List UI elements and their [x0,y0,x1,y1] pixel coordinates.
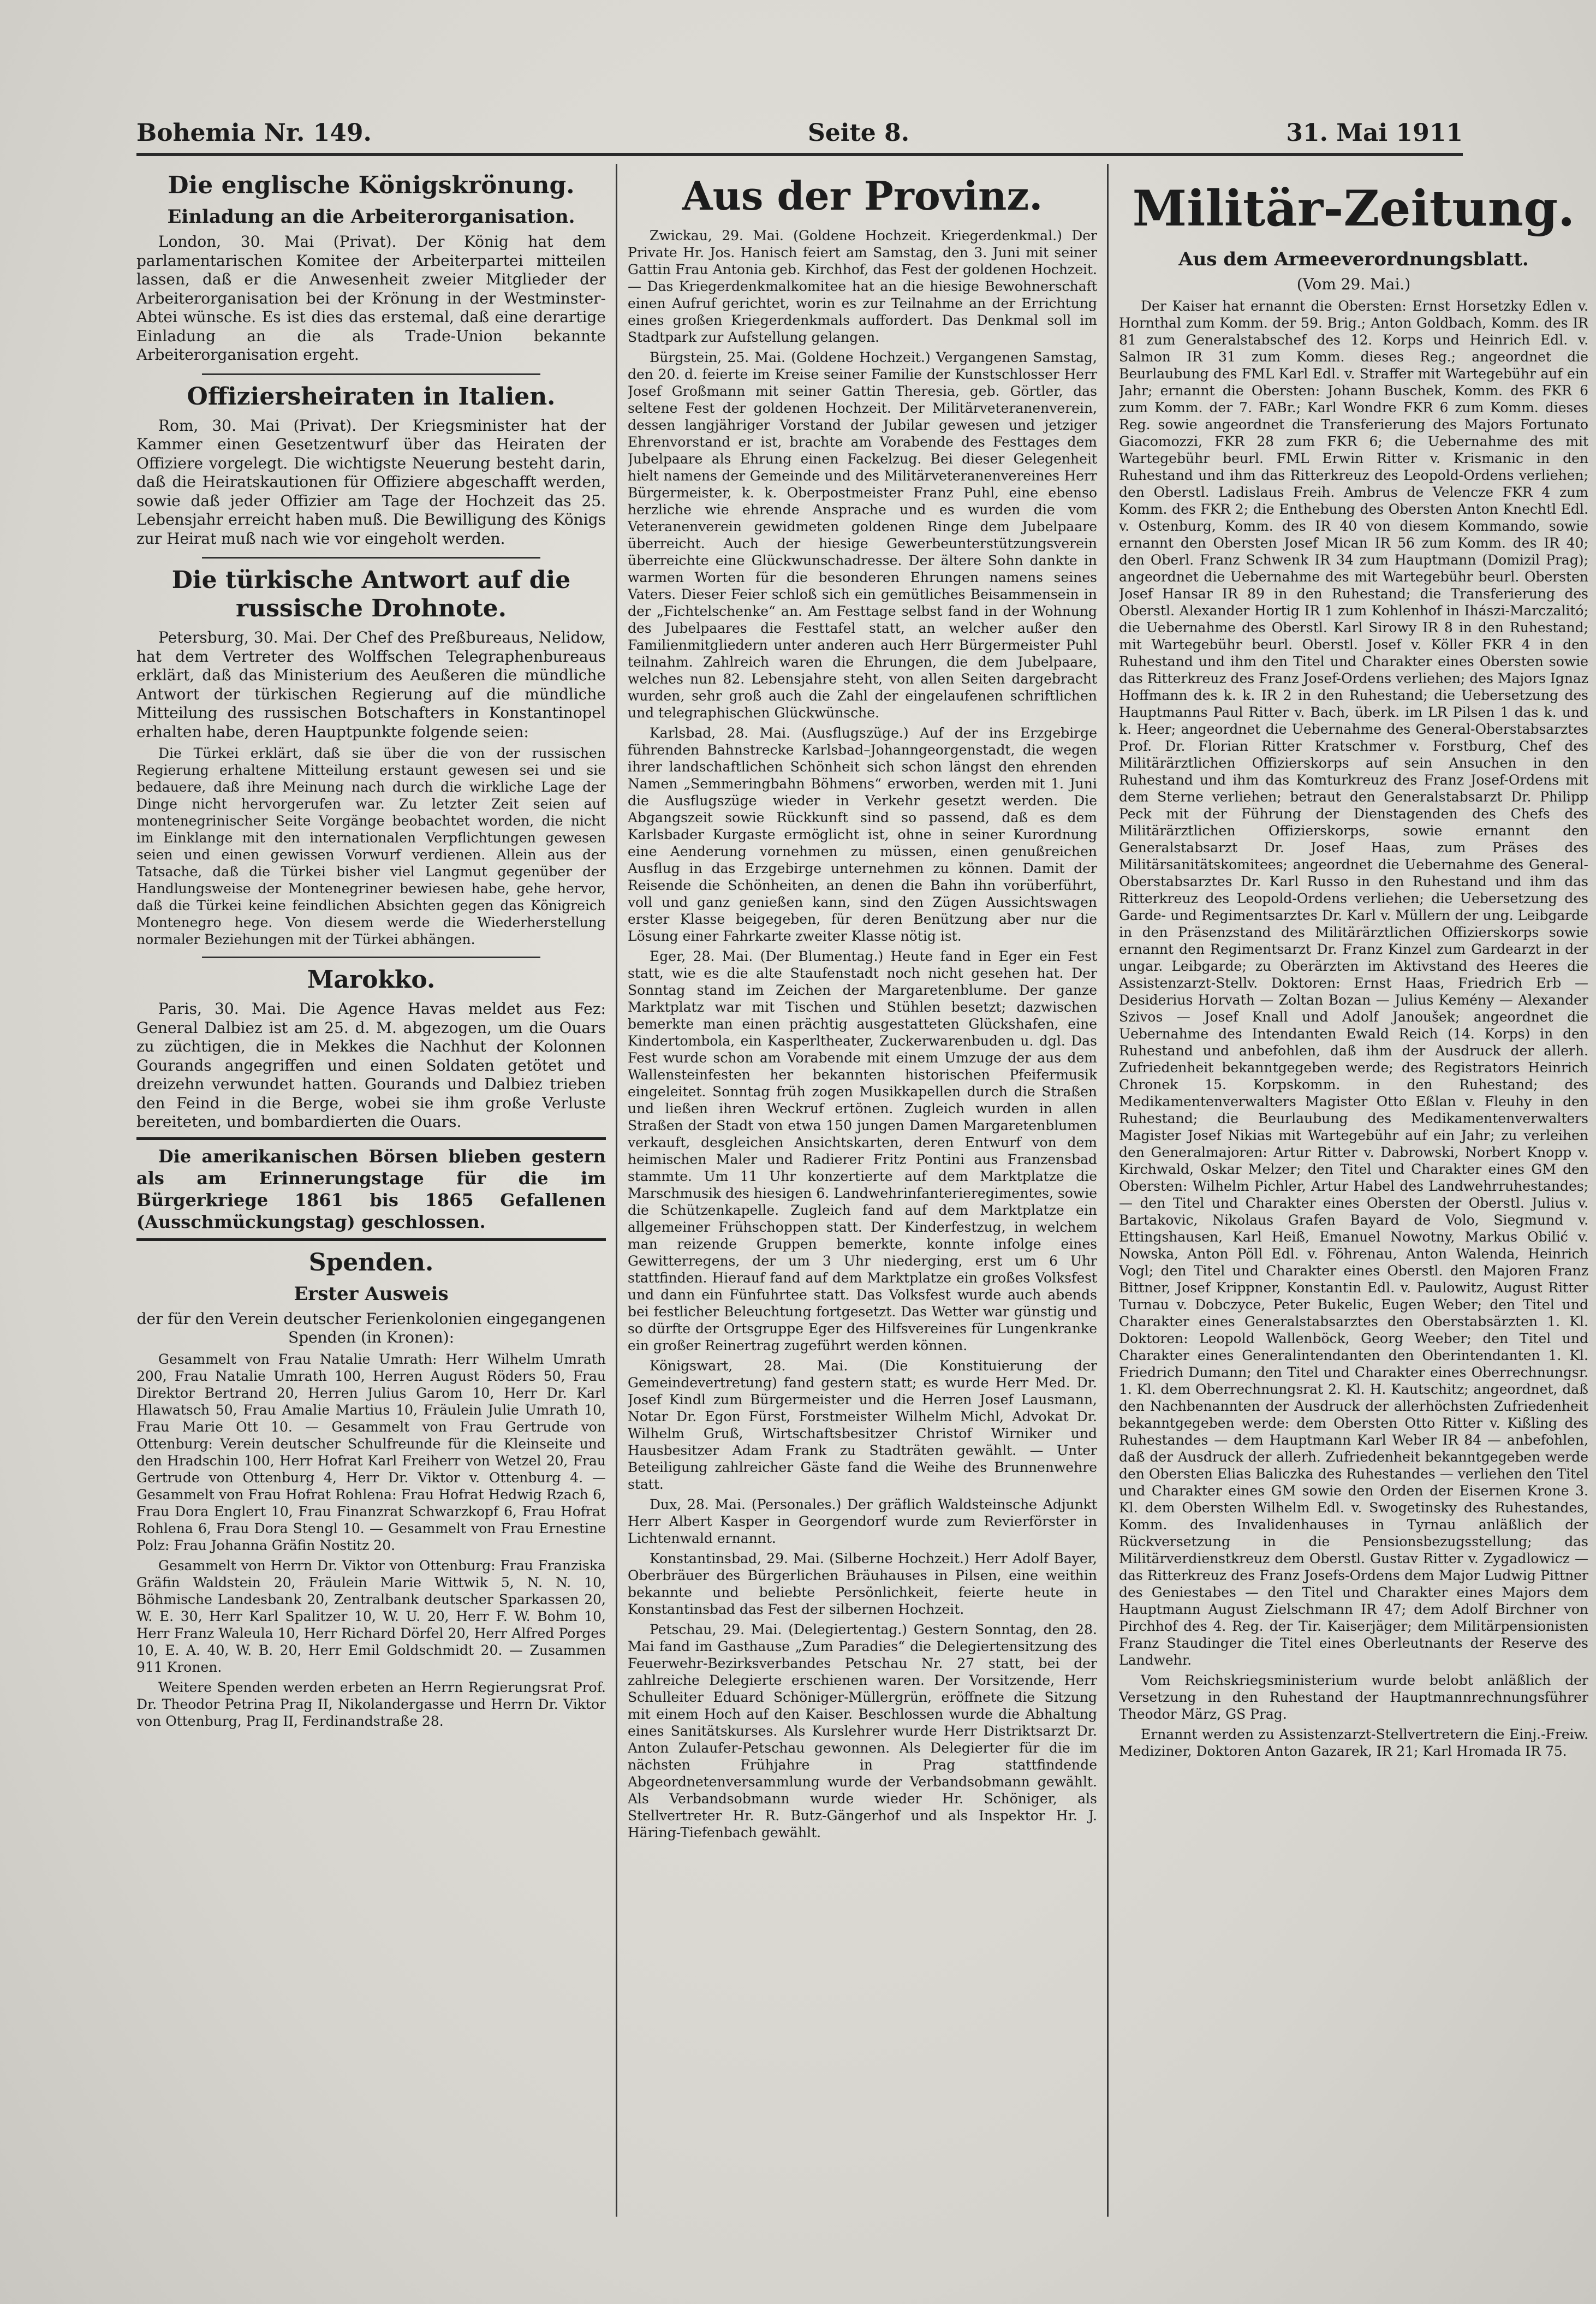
article-body: Petersburg, 30. Mai. Der Chef des Preßbureaus, Nelidow, hat dem Vertreter des Wolffschen Telegraphenbureaus erklärt, daß das Ministerium des Aeußeren die mündliche Antwort der türkischen Regierung auf die mündliche Mitteilung des russischen Botschafters in Konstantinopel erhalten habe, deren Hauptpunkte folgende seien: [136,628,606,741]
article-title: Marokko. [307,966,436,994]
article-body: Zwickau, 29. Mai. (Goldene Hochzeit. Kriegerdenkmal.) Der Private Hr. Jos. Hanisch feiert am Samstag, den 3. Juni mit seiner Gattin Frau Antonia geb. Kirchhof, das Fest der goldenen Hochzeit. — Das Kriegerdenkmalkomitee hat an die hiesige Bewohnerschaft einen Aufruf gerichtet, worin es zur Teilnahme an der Errichtung eines großen Kriegerdenkmals auffordert. Das Denkmal soll im Stadtpark zur Aufstellung gelangen. [628,228,1097,345]
article-body: Vom Reichskriegsministerium wurde belobt anläßlich der Versetzung in den Ruhestand der Hauptmannrechnungsführer Theodor März, GS Prag. [1119,1672,1588,1722]
page-header [136,119,1463,156]
notice-box: Die amerikanischen Börsen blieben gestern als am Erinnerungstage für die im Bürgerkriege 1861 bis 1865 Gefallenen (Ausschmückungstag) geschlossen. [136,1137,606,1241]
column-1 [136,164,606,2260]
article-body: Die Türkei erklärt, daß sie über die von der russischen Regierung erhaltene Mitteilung erstaunt gewesen sei und sie bedauere, daß ihre Meinung nach durch die wirkliche Lage der Dinge nicht hervorgerufen war. Zu letzter Zeit seien auf montenegrinischer Seite Vorgänge beobachtet worden, die nicht im Einklange mit den internationalen Verpflichtungen gewesen seien und einen gewissen Vorwurf verdienen. Allein aus der Tatsache, daß die Türkei bisher viel Langmut gegenüber der Handlungsweise der Montenegriner bewiesen habe, gehe hervor, daß die Türkei keine feindlichen Absichten gegen das Königreich Montenegro hege. Von diesem werde die Wiederherstellung normaler Beziehungen mit der Türkei abhängen. [136,745,606,947]
article-turkey [136,566,606,948]
section-subtitle: Aus dem Armeeverordnungsblatt. [1178,248,1529,270]
article-body: Bürgstein, 25. Mai. (Goldene Hochzeit.) Vergangenen Samstag, den 20. d. feierte im Kreise seiner Familie der Kunstschlosser Herr Josef Großmann mit seiner Gattin Theresia, geb. Görtler, das seltene Fest der goldenen Hochzeit. Der Militärveteranenverein, dessen langjähriger Vorstand der Jubilar gewesen und jetziger Ehrenvorstand er ist, brachte am Vorabende des Festtages dem Jubelpaare als Ehrung einen Fackelzug. Bei dieser Gelegenheit hielt namens der Gemeinde und des Militärveteranenvereines Herr Bürgermeister, k. k. Oberpostmeister Franz Puhl, eine ebenso herzliche wie ehrende Ansprache und es wurden die vom Veteranenverein gewidmeten goldenen Ringe dem Jubelpaare überreicht. Auch der hiesige Gewerbeunterstützungsverein überreichte eine Glückwunschadresse. Der ältere Sohn dankte in warmen Worten für die besonderen Ehrungen namens seines Vaters. Dieser Feier schloß sich ein gemütliches Beisammensein in der „Fichtelschenke“ an. Am Festtage selbst fand in der Wohnung des Jubelpaares die Festtafel statt, an welcher außer den Familienmitgliedern unter anderen auch Herr Bürgermeister Puhl teilnahm. Zahlreich waren die Ehrungen, die dem Jubelpaare, welches nun 82. Lebensjahre steht, von allen Seiten dargebracht wurden, sehr groß auch die Zahl der eingelaufenen schriftlichen und telegraphischen Glückwünsche. [628,349,1097,721]
article-body: Eger, 28. Mai. (Der Blumentag.) Heute fand in Eger ein Fest statt, wie es die alte Staufenstadt noch nicht gesehen hat. Der Sonntag stand im Zeichen der Margaretenblume. Der ganze Marktplatz war mit Tischen und Stühlen besetzt; dazwischen bemerkte man einen prächtig ausgestatteten Glückshafen, eine Kindertombola, ein Kasperltheater, Zuckerwarenbuden u. dgl. Das Fest wurde schon am Vorabende mit einem Umzuge der aus dem Wallensteinfesten her bekannten historischen Pfeifermusik eingeleitet. Sonntag früh zogen Musikkapellen durch die Straßen und ließen ihren Weckruf ertönen. Zugleich wurden in allen Straßen der Stadt von etwa 150 jungen Damen Margaretenblumen verkauft, desgleichen Ansichtskarten, deren Entwurf von dem heimischen Maler und Radierer Fritz Pontini aus Franzensbad stammte. Um 11 Uhr konzertierte auf dem Marktplatze die Marschmusik des hiesigen 6. Landwehrinfanterieregimentes, sowie die Schützenkapelle. Zugleich fand auf dem Marktplatze ein allgemeiner Frühschoppen statt. Der Kinderfestzug, in welchem man reizende Gruppen bemerkte, konnte infolge eines Gewitterregens, der um 3 Uhr niederging, erst um 6 Uhr stattfinden. Hierauf fand auf dem Marktplatze ein großes Volksfest und dann ein Fünfuhrtee statt. Das Volksfest wurde auch abends bei festlicher Beleuchtung fortgesetzt. Das Wetter war günstig und so dürfte der Ortsgruppe Eger des Hilfsvereines für Lungenkranke ein großer Reinertrag zugeführt werden können. [628,948,1097,1353]
divider [202,373,540,375]
column-rule [616,164,617,2217]
article-body: London, 30. Mai (Privat). Der König hat dem parlamentarischen Komitee der Arbeiterpartei mitteilen lassen, daß er die Anwesenheit zweier Mitglieder der Arbeiterorganisation bei der Krönung in der Westminster-Abtei wünsche. Es ist dies das erstemal, daß eine derartige Einladung an die als Trade-Union bekannte Arbeiterorganisation ergeht. [136,233,606,364]
article-title: Die türkische Antwort auf die russische Drohnote. [171,566,571,622]
section-date: (Vom 29. Mai.) [1296,275,1411,293]
article-coronation [136,171,606,365]
article-title: Offiziersheiraten in Italien. [187,382,556,411]
column-3 [1119,164,1588,2260]
divider [202,957,540,958]
column-rule [1107,164,1109,2217]
section-title: Militär-Zeitung. [1132,180,1575,237]
article-morocco [136,966,606,1132]
article-officers [136,383,606,549]
article-body: Gesammelt von Frau Natalie Umrath: Herr Wilhelm Umrath 200, Frau Natalie Umrath 100, Herren August Röders 50, Frau Direktor Bertrand 20, Herren Julius Garom 10, Herr Dr. Karl Hlawatsch 50, Frau Amalie Martius 10, Fräulein Julie Umrath 10, Frau Marie Ott 10. — Gesammelt von Frau Gertrude von Ottenburg: Verein deutscher Schulfreunde für die Kleinseite und den Hradschin 100, Herr Hofrat Karl Freiherr von Wetzel 20, Frau Gertrude von Ottenburg 4, Herr Dr. Viktor v. Ottenburg 4. — Gesammelt von Frau Hofrat Rohlena: Frau Hofrat Hedwig Rzach 6, Frau Dora Englert 10, Frau Finanzrat Schwarzkopf 6, Frau Hofrat Rohlena 6, Frau Dora Stengl 10. — Gesammelt von Frau Ernestine Polz: Frau Johanna Gräfin Nostitz 20. [136,1351,606,1553]
article-body: Karlsbad, 28. Mai. (Ausflugszüge.) Auf der ins Erzgebirge führenden Bahnstrecke Karlsbad–Johanngeorgenstadt, die wegen ihrer landschaftlichen Schönheit sich schon längst den ehrenden Namen „Semmeringbahn Böhmens“ erworben, werden mit 1. Juni die Ausflugszüge wieder in Verkehr gesetzt werden. Die Abgangszeit sowie Rückkunft sind so passend, daß es dem Karlsbader Kurgaste ermöglicht ist, ohne in seiner Kurordnung eine Aenderung vornehmen zu müssen, einen genußreichen Ausflug in das Erzgebirge unternehmen zu können. Damit der Reisende die Schönheiten, an denen die Bahn ihn vorüberführt, voll und ganz genießen kann, sind den Zügen Aussichtswagen erster Klasse beigegeben, für deren Benützung aber nur die Lösung einer Fahrkarte zweiter Klasse nötig ist. [628,725,1097,944]
article-subtitle: Erster Ausweis [294,1282,449,1305]
article-body: Dux, 28. Mai. (Personales.) Der gräflich Waldsteinsche Adjunkt Herr Albert Kasper in Georgendorf wurde zum Revierförster in Lichtenwald ernannt. [628,1497,1097,1546]
article-body: Rom, 30. Mai (Privat). Der Kriegsminister hat der Kammer einen Gesetzentwurf über das Heiraten der Offiziere vorgelegt. Die wichtigste Neuerung besteht darin, daß die Heiratskautionen für Offiziere abgeschafft werden, sowie daß jeder Offizier am Tage der Hochzeit das 25. Lebensjahr erreicht haben muß. Die Bewilligung des Königs zur Heirat muß nach wie vor eingeholt werden. [136,416,606,548]
article-body: Der Kaiser hat ernannt die Obersten: Ernst Horsetzky Edlen v. Hornthal zum Komm. der 59. Brig.; Anton Goldbach, Komm. des IR 81 zum Generalstabschef des 12. Korps und Heinrich Edl. v. Salmon IR 31 zum Komm. dieses Reg.; angeordnet die Beurlaubung des FML Karl Edl. v. Straffer mit Wartegebühr auf ein Jahr; ernannt die Obersten: Johann Buschek, Komm. des FKR 6 zum Komm. der 7. FABr.; Karl Wondre FKR 6 zum Komm. dieses Reg. sowie angeordnet die Transferierung des Majors Fortunato Giacomozzi, FKR 28 zum FKR 6; die Uebernahme des mit Wartegebühr beurl. FML Erwin Ritter v. Krismanic in den Ruhestand und ihm das Ritterkreuz des Leopold-Ordens verliehen; den Oberstl. Ladislaus Freih. Ambrus de Velencze FKR 4 zum Komm. des FKR 2; die Enthebung des Obersten Anton Knechtl Edl. v. Ostenburg, Komm. des IR 40 von diesem Kommando, sowie ernannt den Obersten Josef Mican IR 56 zum Komm. des IR 40; den Oberl. Franz Schwenk IR 34 zum Hauptmann (Domizil Prag); angeordnet die Uebernahme des mit Wartegebühr beurl. Obersten Josef Hansar IR 89 in den Ruhestand; die Transferierung des Oberstl. Alexander Hortig IR 1 zum Kohlenhof in Ihászi-Marczalitó; die Uebernahme des Oberstl. Karl Sirowy IR 8 in den Ruhestand; mit Wartegebühr beurl. Oberstl. Josef v. Köller FKR 4 in den Ruhestand und ihm den Titel und Charakter eines Obersten sowie das Ritterkreuz des Franz Josef-Ordens verliehen; des Majors Ignaz Hoffmann des k. k. IR 2 in den Ruhestand; die Uebersetzung des Hauptmanns Paul Ritter v. Bach, überk. im LR Pilsen 1 das k. und k. Heer; angeordnet die Uebernahme des General-Oberstabsarztes Prof. Dr. Florian Ritter Kratschmer v. Forstburg, Chef des Militärärztlichen Offizierskorps auf sein Ansuchen in den Ruhestand und ihm das Komturkreuz des Franz Josef-Ordens mit dem Sterne verliehen; betraut den Generalstabsarzt Dr. Philipp Peck mit der Führung der Dienstagenden des Chefs des Militärärztlichen Offizierskorps, sowie ernannt den Generalstabsarzt Dr. Josef Haas, zum Präses des Militärsanitätskomitees; angeordnet die Uebernahme des General-Oberstabsarztes Dr. Karl Russo in den Ruhestand und ihm das Ritterkreuz des Leopold-Ordens verliehen; die Uebersetzung des Garde- und Regimentsarztes Dr. Karl v. Müllern der ung. Leibgarde in den Präsenzstand des Militärärztlichen Offizierskorps sowie ernannt den Regimentsarzt Dr. Franz Kinzel zum Gardearzt in der ungar. Leibgarde; zu Oberärzten im Aktivstand des Heeres die Assistenzarzt-Stellv. Doktoren: Ernst Haas, Friedrich Erb — Desiderius Horvath — Zoltan Bozan — Julius Kemény — Alexander Szivos — Josef Knall und Adolf Janoušek; angeordnet die Uebernahme des Intendanten Ewald Reich (14. Korps) in den Ruhestand und anbefohlen, daß ihm der Ausdruck der allerh. Zufriedenheit bekanntgegeben werde; des Registrators Heinrich Chronek 15. Korpskomm. in den Ruhestand; des Medikamentenverwalters Magister Otto Eßlan v. Fleuhy in den Ruhestand; die Beurlaubung des Medikamentenverwalters Magister Josef Nikias mit Wartegebühr auf ein Jahr; zu verleihen den Generalmajoren: Artur Ritter v. Dabrowski, Norbert Knopp v. Kirchwald, Oskar Melzer; den Titel und Charakter eines GM den Obersten: Wilhelm Pichler, Artur Habel des Landwehrruhestandes; — den Titel und Charakter eines Obersten der Oberstl. Julius v. Bartakovic, Nikolaus Grafen Bayard de Volo, Siegmund v. Ettingshausen, Karl Heiß, Emanuel Nowotny, Markus Obilić v. Nowska, Anton Pöll Edl. v. Föhrenau, Anton Walenda, Heinrich Vogl; den Titel und Charakter eines Oberstl. den Majoren Franz Bittner, Josef Krippner, Konstantin Edl. v. Paulowitz, August Ritter Turnau v. Dobczyce, Peter Bukelic, Eugen Weber; den Titel und Charakter eines Generalstabsarztes den Oberstabsärzten 1. Kl. Doktoren: Leopold Wallenböck, Georg Weeber; den Titel und Charakter eines Generalintendanten den Oberintendanten 1. Kl. Friedrich Dumann; den Titel und Charakter eines Oberrechnungsr. 1. Kl. dem Oberrechnungsrat 2. Kl. H. Kautschitz; angeordnet, daß den Nachbenannten der Ausdruck der allerhöchsten Zufriedenheit bekanntgegeben werde: dem Obersten Otto Ritter v. Kißling des Ruhestandes — dem Hauptmann Karl Weber IR 84 — anbefohlen, daß der Ausdruck der allerh. Zufriedenheit bekanntgegeben werde den Obersten Elias Baliczka des Ruhestandes — verliehen den Titel und Charakter eines GM sowie den Orden der Eisernen Krone 3. Kl. dem Obersten Wilhelm Edl. v. Swogetinsky des Ruhestandes, Komm. des Invalidenhauses in Tyrnau anläßlich der Rückversetzung in die Pensionsbezugsstellung; das Militärverdienstkreuz dem Oberstl. Gustav Ritter v. Zygadlowicz — das Ritterkreuz des Franz Josefs-Ordens dem Major Ludwig Pittner des Geniestabes — den Titel und Charakter eines Majors dem Hauptmann August Zielschmann IR 47; dem Adolf Birchner von Pirchhof des 4. Reg. der Tir. Kaiserjäger; dem Militärpensionisten Franz Staudinger die Titel eines Oberleutnants der Reserve des Landwehr. [1119,298,1588,1668]
article-subtitle: Einladung an die Arbeiterorganisation. [167,206,575,228]
article-title: Spenden. [308,1248,434,1276]
article-body: Ernannt werden zu Assistenzarzt-Stellvertretern die Einj.-Freiw. Mediziner, Doktoren Anton Gazarek, IR 21; Karl Hromada IR 75. [1119,1726,1588,1759]
page-number: Seite 8. [808,119,910,147]
article-body: Weitere Spenden werden erbeten an Herrn Regierungsrat Prof. Dr. Theodor Petrina Prag II, Nikolandergasse und Herrn Dr. Viktor von Ottenburg, Prag II, Ferdinandstraße 28. [136,1679,606,1729]
divider [202,557,540,559]
article-body: Petschau, 29. Mai. (Delegiertentag.) Gestern Sonntag, den 28. Mai fand im Gasthause „Zum Paradies“ die Delegiertensitzung des Feuerwehr-Bezirksverbandes Petschau Nr. 27 statt, bei der zahlreiche Delegierte erschienen waren. Der Vorsitzende, Herr Schulleiter Eduard Schöniger-Müllergrün, eröffnete die Sitzung mit einem Hoch auf den Kaiser. Beschlossen wurde die Abhaltung eines Sanitätskurses. Als Kurslehrer wurde Herr Distriktsarzt Dr. Anton Zulaufer-Petschau gewonnen. Als Delegierter für die im nächsten Frühjahre in Prag stattfindende Abgeordnetenversammlung wurde der Verbandsobmann gewählt. Als Verbandsobmann wurde wieder Hr. Schöniger, als Stellvertreter Hr. R. Butz-Gängerhof und als Inspektor Hr. J. Häring-Tiefenbach gewählt. [628,1622,1097,1840]
article-body: Paris, 30. Mai. Die Agence Havas meldet aus Fez: General Dalbiez ist am 25. d. M. abgezogen, um die Ouars zu züchtigen, die in Mekkes die Nachhut der Kolonnen Gourands angegriffen und einen Soldaten getötet und dreizehn verwundet hatten. Gourands und Dalbiez trieben den Feind in die Berge, wobei sie ihm große Verluste bereiteten, und bombardierten die Ouars. [136,1000,606,1131]
section-title: Aus der Provinz. [682,173,1043,219]
article-body: Konstantinsbad, 29. Mai. (Silberne Hochzeit.) Herr Adolf Bayer, Oberbräuer des Bürgerlichen Bräuhauses in Pilsen, eine weithin bekannte und beliebte Persönlichkeit, feierte heute in Konstantinsbad das Fest der silbernen Hochzeit. [628,1551,1097,1617]
article-title: Die englische Königskrönung. [168,171,575,199]
article-body: Königswart, 28. Mai. (Die Konstituierung der Gemeindevertretung) fand gestern statt; es wurde Herr Med. Dr. Josef Kindl zum Bürgermeister und die Herren Josef Lausmann, Notar Dr. Egon Fürst, Forstmeister Wilhelm Michl, Advokat Dr. Wilhelm Gruß, Wirtschaftsbesitzer Christof Wirniker und Hausbesitzer Adam Frank zu Stadträten gewählt. — Unter Beteiligung zahlreicher Gäste fand die Weihe des Brunnenwehre statt. [628,1358,1097,1492]
issue-date: 31. Mai 1911 [1286,119,1463,147]
article-intro: der für den Verein deutscher Ferienkolonien eingegangenen Spenden (in Kronen): [136,1309,606,1346]
column-2 [628,164,1097,2260]
article-donations [136,1249,606,1730]
paper-name: Bohemia Nr. 149. [136,119,372,147]
article-body: Gesammelt von Herrn Dr. Viktor von Ottenburg: Frau Franziska Gräfin Waldstein 20, Fräulein Marie Wittwik 5, N. N. 10, Böhmische Landesbank 20, Zentralbank deutscher Sparkassen 20, W. E. 30, Herr Karl Spalitzer 10, W. U. 20, Herr F. W. Bohm 10, Herr Franz Waleula 10, Herr Richard Dörfel 20, Herr Alfred Porges 10, E. A. 40, W. B. 20, Herr Emil Goldschmidt 20. — Zusammen 911 Kronen. [136,1557,606,1675]
